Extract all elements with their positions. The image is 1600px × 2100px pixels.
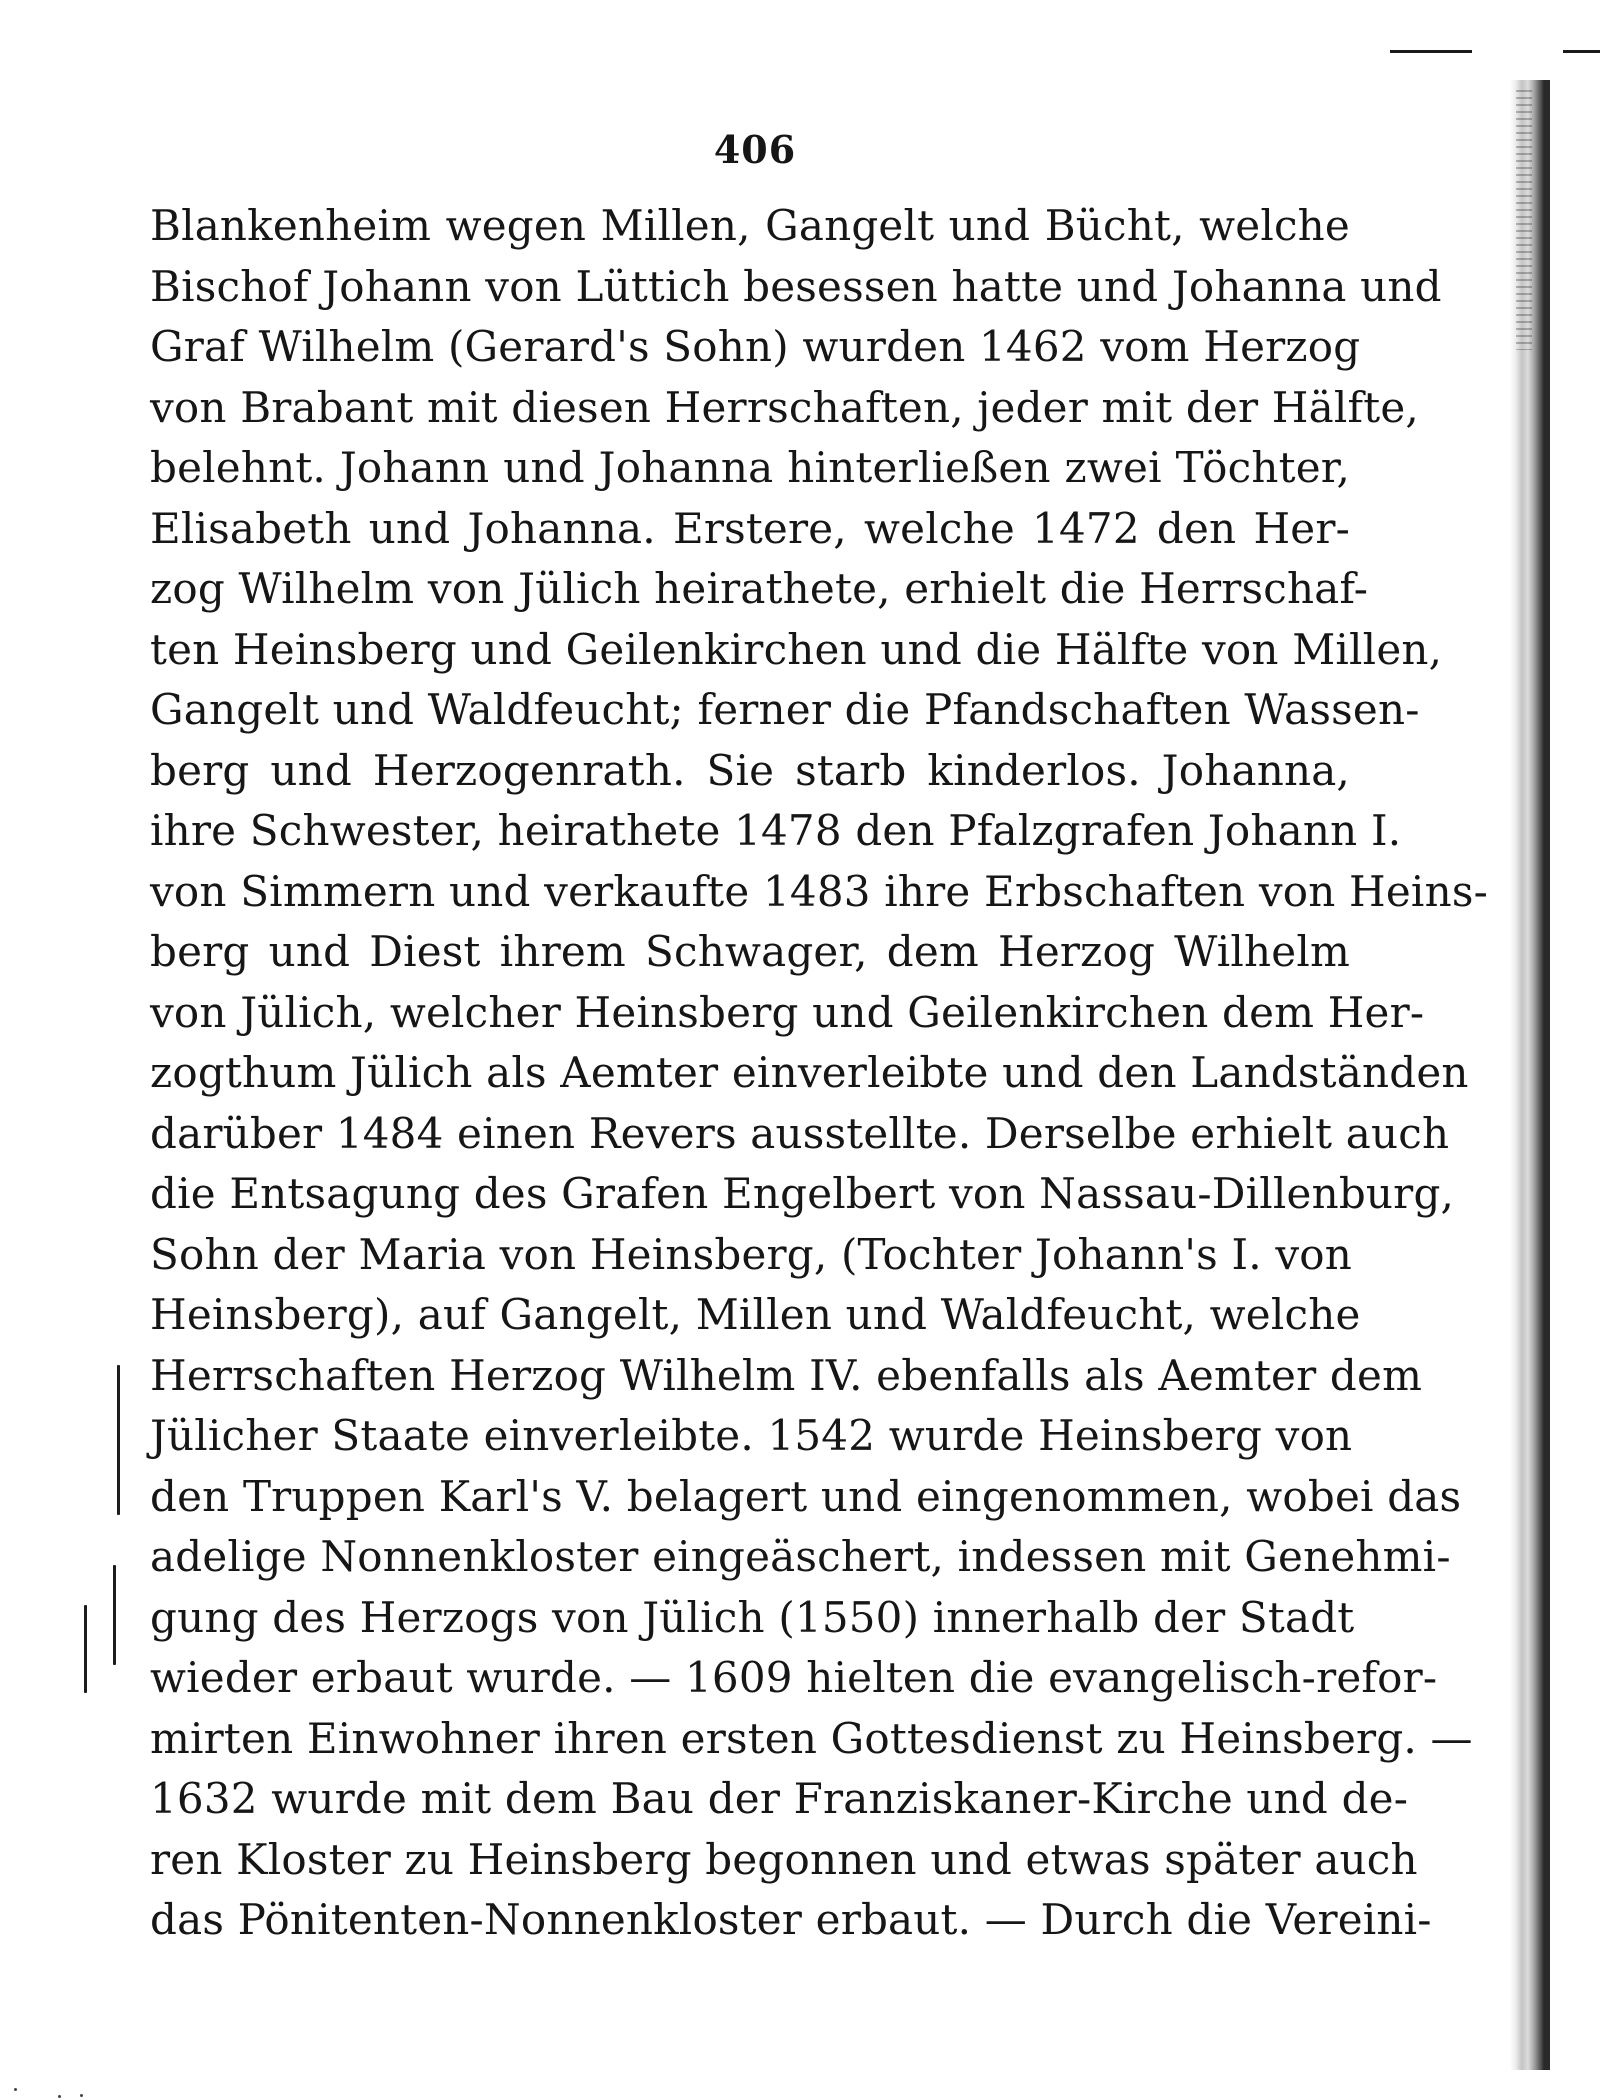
text-line: belehnt. Johann und Johanna hinterließen zwei Töchter,: [150, 443, 1350, 492]
text-line: berg und Herzogenrath. Sie starb kinderlos. Johanna,: [150, 745, 1350, 795]
book-binding-edge: [1510, 80, 1550, 2070]
text-line: ten Heinsberg und Geilenkirchen und die Hälfte von Millen,: [150, 624, 1443, 674]
scan-speck: [80, 2094, 83, 2097]
body-text: [150, 196, 1488, 1951]
text-line: von Jülich, welcher Heinsberg und Geilenkirchen dem Her-: [150, 987, 1425, 1037]
text-line: mirten Einwohner ihren ersten Gottesdienst zu Heinsberg. —: [150, 1713, 1473, 1763]
margin-pencil-mark: [113, 1565, 116, 1665]
text-line: den Truppen Karl's V. belagert und eingenommen, wobei das: [150, 1471, 1462, 1521]
scan-speck: [14, 2088, 17, 2091]
text-line: zogthum Jülich als Aemter einverleibte und den Landständen: [150, 1048, 1469, 1097]
text-line: von Simmern und verkaufte 1483 ihre Erbschaften von Heins-: [150, 866, 1488, 916]
text-line: Graf Wilhelm (Gerard's Sohn) wurden 1462 vom Herzog: [150, 322, 1361, 371]
text-line: 1632 wurde mit dem Bau der Franziskaner-Kirche und de-: [150, 1774, 1409, 1823]
text-line: ren Kloster zu Heinsberg begonnen und etwas später auch: [150, 1834, 1418, 1884]
scan-rule-left: [1390, 50, 1472, 53]
text-line: Blankenheim wegen Millen, Gangelt und Bücht, welche: [150, 201, 1350, 250]
scan-rule-right: [1563, 50, 1600, 53]
scan-speck: [58, 2095, 61, 2098]
text-line: zog Wilhelm von Jülich heirathete, erhielt die Herrschaf-: [150, 564, 1369, 613]
text-line: Heinsberg), auf Gangelt, Millen und Waldfeucht, welche: [150, 1290, 1361, 1339]
text-line: adelige Nonnenkloster eingeäschert, indessen mit Genehmi-: [150, 1532, 1451, 1581]
text-line: von Brabant mit diesen Herrschaften, jeder mit der Hälfte,: [150, 382, 1419, 432]
page-number: 406: [713, 127, 797, 172]
text-line: Bischof Johann von Lüttich besessen hatte und Johanna und: [150, 261, 1442, 311]
text-line: Herrschaften Herzog Wilhelm IV. ebenfalls als Aemter dem: [150, 1350, 1423, 1400]
margin-pencil-mark: [84, 1605, 87, 1693]
text-line: ihre Schwester, heirathete 1478 den Pfalzgrafen Johann I.: [150, 806, 1402, 855]
text-line: gung des Herzogs von Jülich (1550) innerhalb der Stadt: [150, 1592, 1355, 1642]
text-line: berg und Diest ihrem Schwager, dem Herzog Wilhelm: [150, 927, 1350, 976]
text-line: das Pönitenten-Nonnenkloster erbaut. — Durch die Vereini-: [150, 1895, 1432, 1944]
text-line: Elisabeth und Johanna. Erstere, welche 1472 den Her-: [150, 503, 1350, 553]
text-line: Gangelt und Waldfeucht; ferner die Pfandschaften Wassen-: [150, 685, 1420, 734]
margin-pencil-mark: [117, 1365, 120, 1515]
text-line: Jülicher Staate einverleibte. 1542 wurde Heinsberg von: [150, 1411, 1353, 1460]
binding-speckle: [1516, 90, 1532, 350]
text-line: wieder erbaut wurde. — 1609 hielten die evangelisch-refor-: [150, 1653, 1438, 1702]
text-line: Sohn der Maria von Heinsberg, (Tochter Johann's I. von: [150, 1229, 1353, 1279]
text-line: die Entsagung des Grafen Engelbert von Nassau-Dillenburg,: [150, 1169, 1455, 1218]
text-line: darüber 1484 einen Revers ausstellte. Derselbe erhielt auch: [150, 1108, 1450, 1158]
